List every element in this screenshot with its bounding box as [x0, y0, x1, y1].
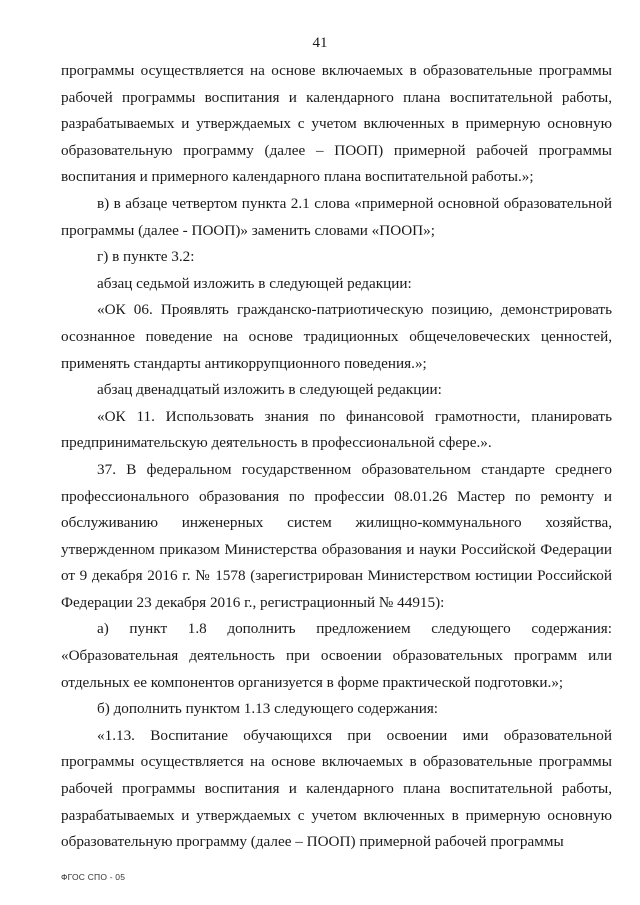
paragraph-5: «ОК 06. Проявлять гражданско-патриотическую позицию, демонстрировать осознанное поведение на основе традиционных общечеловеческих ценностей, применять стандарты антикоррупционного поведения.»;: [61, 301, 612, 372]
paragraph-4: абзац седьмой изложить в следующей редакции:: [97, 274, 412, 292]
document-body: [61, 58, 612, 856]
paragraph-6: абзац двенадцатый изложить в следующей редакции:: [97, 381, 442, 399]
paragraph-11: «1.13. Воспитание обучающихся при освоении ими образовательной программы осуществляется на основе включаемых в образовательные программы рабочей программы воспитания и календарного плана воспитательной работы, разрабатываемых и утверждаемых с учетом включенных в примерную основную образовательную программу (далее – ПООП) примерной рабочей программы: [61, 726, 612, 851]
paragraph-7: «ОК 11. Использовать знания по финансовой грамотности, планировать предпринимательскую деятельность в профессиональной сфере.».: [61, 407, 612, 452]
page-number: 41: [312, 35, 328, 51]
paragraph-2: в) в абзаце четвертом пункта 2.1 слова «примерной основной образовательной программы (далее - ПООП)» заменить словами «ПООП»;: [61, 194, 612, 239]
paragraph-1: программы осуществляется на основе включаемых в образовательные программы рабочей программы воспитания и календарного плана воспитательной работы, разрабатываемых и утверждаемых с учетом включенных в примерную основную образовательную программу (далее – ПООП) примерной рабочей программы воспитания и примерного календарного плана воспитательной работы.»;: [61, 62, 612, 186]
paragraph-9: а) пункт 1.8 дополнить предложением следующего содержания: «Образовательная деятельность при освоении образовательных программ или отдельных ее компонентов организуется в форме практической подготовки.»;: [61, 620, 612, 691]
footer-code: ФГОС СПО - 05: [61, 872, 126, 882]
paragraph-10: б) дополнить пунктом 1.13 следующего содержания:: [97, 700, 439, 718]
paragraph-8: 37. В федеральном государственном образовательном стандарте среднего профессионального образования по профессии 08.01.26 Мастер по ремонту и обслуживанию инженерных систем жилищно-коммунального хозяйства, утвержденном приказом Министерства образования и науки Российской Федерации от 9 декабря 2016 г. № 1578 (зарегистрирован Министерством юстиции Российской Федерации 23 декабря 2016 г., регистрационный № 44915):: [61, 460, 612, 611]
paragraph-3: г) в пункте 3.2:: [97, 248, 195, 266]
